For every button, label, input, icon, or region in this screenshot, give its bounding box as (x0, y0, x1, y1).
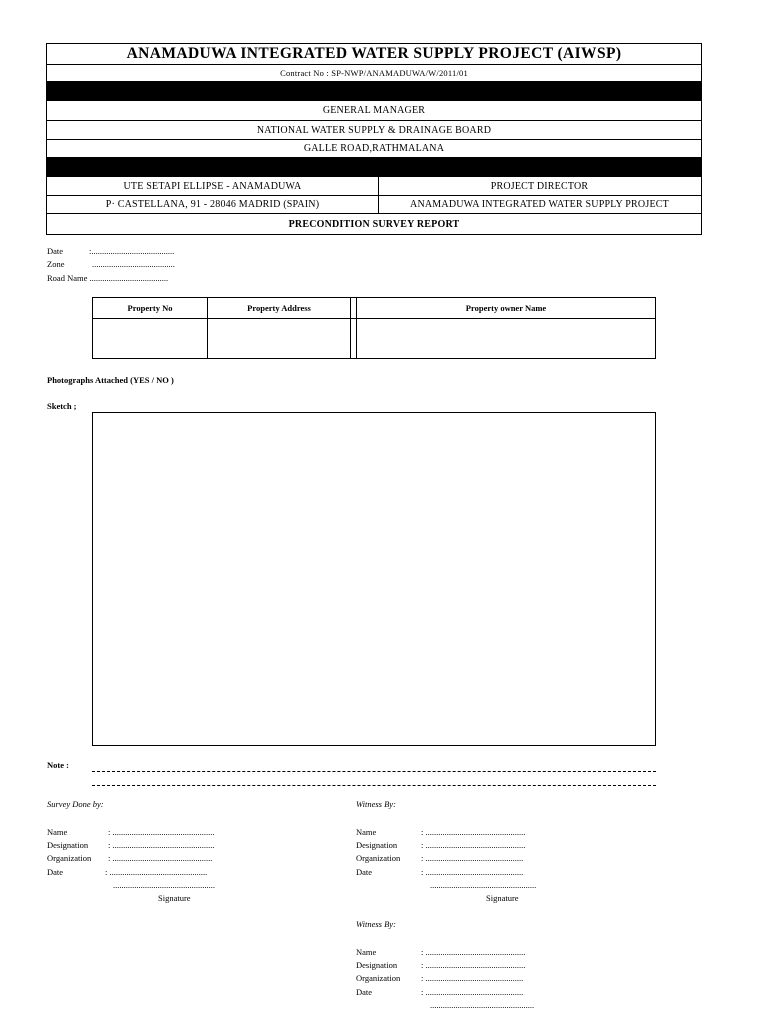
witness2-designation-value[interactable]: : ............................................... (421, 960, 526, 970)
report-title: PRECONDITION SURVEY REPORT (288, 218, 460, 230)
witness1-name-value[interactable]: : ............................................... (421, 827, 526, 837)
witness1-designation-label: Designation (356, 840, 398, 850)
zone-value: ....................................... (92, 259, 175, 269)
sketch-area[interactable] (92, 412, 656, 746)
date-label: Date (47, 246, 64, 256)
property-table (92, 297, 656, 359)
col-property-address: Property Address (208, 298, 351, 319)
witness2-name-value[interactable]: : ............................................... (421, 947, 526, 957)
witness1-name-label: Name (356, 827, 377, 837)
contractor-row-2 (47, 196, 701, 214)
zone-label: Zone (47, 259, 65, 269)
survey-name-label: Name (47, 827, 68, 837)
survey-date-label: Date (47, 867, 64, 877)
survey-date-value[interactable]: : .............................................. (105, 867, 208, 877)
client-line-2: NATIONAL WATER SUPPLY & DRAINAGE BOARD (47, 121, 701, 140)
witness1-designation-value[interactable]: : ............................................... (421, 840, 526, 850)
note-line-1[interactable] (92, 771, 656, 772)
witness2-date-value[interactable]: : .............................................. (421, 987, 524, 997)
witness1-signature-line[interactable]: .................................................. (430, 880, 537, 890)
survey-designation-value[interactable]: : ................................................ (108, 840, 215, 850)
survey-organization-value[interactable]: : ............................................... (108, 853, 213, 863)
survey-name-value[interactable]: : ................................................ (108, 827, 215, 837)
engineer-title: PROJECT DIRECTOR (490, 180, 589, 192)
table-header-row (93, 298, 656, 319)
survey-designation-label: Designation (47, 840, 89, 850)
table-row (93, 319, 656, 359)
sketch-label: Sketch ; (47, 401, 77, 411)
witness2-signature-line[interactable]: ................................................. (430, 1000, 535, 1010)
witness2-organization-label: Organization (356, 973, 401, 983)
witness1-heading: Witness By: (356, 799, 396, 809)
witness2-organization-value[interactable]: : .............................................. (421, 973, 524, 983)
witness1-date-value[interactable]: : .............................................. (421, 867, 524, 877)
photographs-label: Photographs Attached (YES / NO ) (47, 375, 174, 385)
witness2-heading: Witness By: (356, 919, 396, 929)
project-header (46, 43, 702, 235)
survey-organization-label: Organization (47, 853, 92, 863)
contractor-address: P· CASTELLANA, 91 - 28046 MADRID (SPAIN) (47, 196, 379, 213)
owner-name-cell[interactable] (357, 319, 656, 359)
client-line-3: GALLE ROAD,RATHMALANA (47, 140, 701, 158)
property-address-cell[interactable] (208, 319, 351, 359)
black-divider (47, 82, 701, 101)
witness2-name-label: Name (356, 947, 377, 957)
survey-heading: Survey Done by: (47, 799, 104, 809)
witness1-signature-label: Signature (486, 893, 519, 903)
witness2-date-label: Date (356, 987, 373, 997)
project-title: ANAMADUWA INTEGRATED WATER SUPPLY PROJECT (AIWSP) (47, 44, 701, 65)
col-property-no: Property No (93, 298, 208, 319)
note-label: Note : (47, 760, 69, 770)
survey-signature-label: Signature (158, 893, 191, 903)
witness1-date-label: Date (356, 867, 373, 877)
black-divider (47, 158, 701, 177)
contractor-row-1 (47, 177, 701, 196)
property-no-cell[interactable] (93, 319, 208, 359)
road-name: Road Name ..................................... (47, 273, 169, 283)
col-owner-name: Property owner Name (357, 298, 656, 319)
client-line-1: GENERAL MANAGER (47, 101, 701, 121)
witness2-designation-label: Designation (356, 960, 398, 970)
engineer-project: ANAMADUWA INTEGRATED WATER SUPPLY PROJECT (410, 199, 669, 210)
note-line-2[interactable] (92, 785, 656, 786)
contract-number: Contract No : SP-NWP/ANAMADUWA/W/2011/01 (47, 65, 701, 82)
witness1-organization-value[interactable]: : .............................................. (421, 853, 524, 863)
contractor-name: UTE SETAPI ELLIPSE - ANAMADUWA (47, 177, 379, 195)
survey-signature-line[interactable]: ................................................ (113, 880, 215, 890)
date-value: :....................................... (89, 246, 175, 256)
witness1-organization-label: Organization (356, 853, 401, 863)
